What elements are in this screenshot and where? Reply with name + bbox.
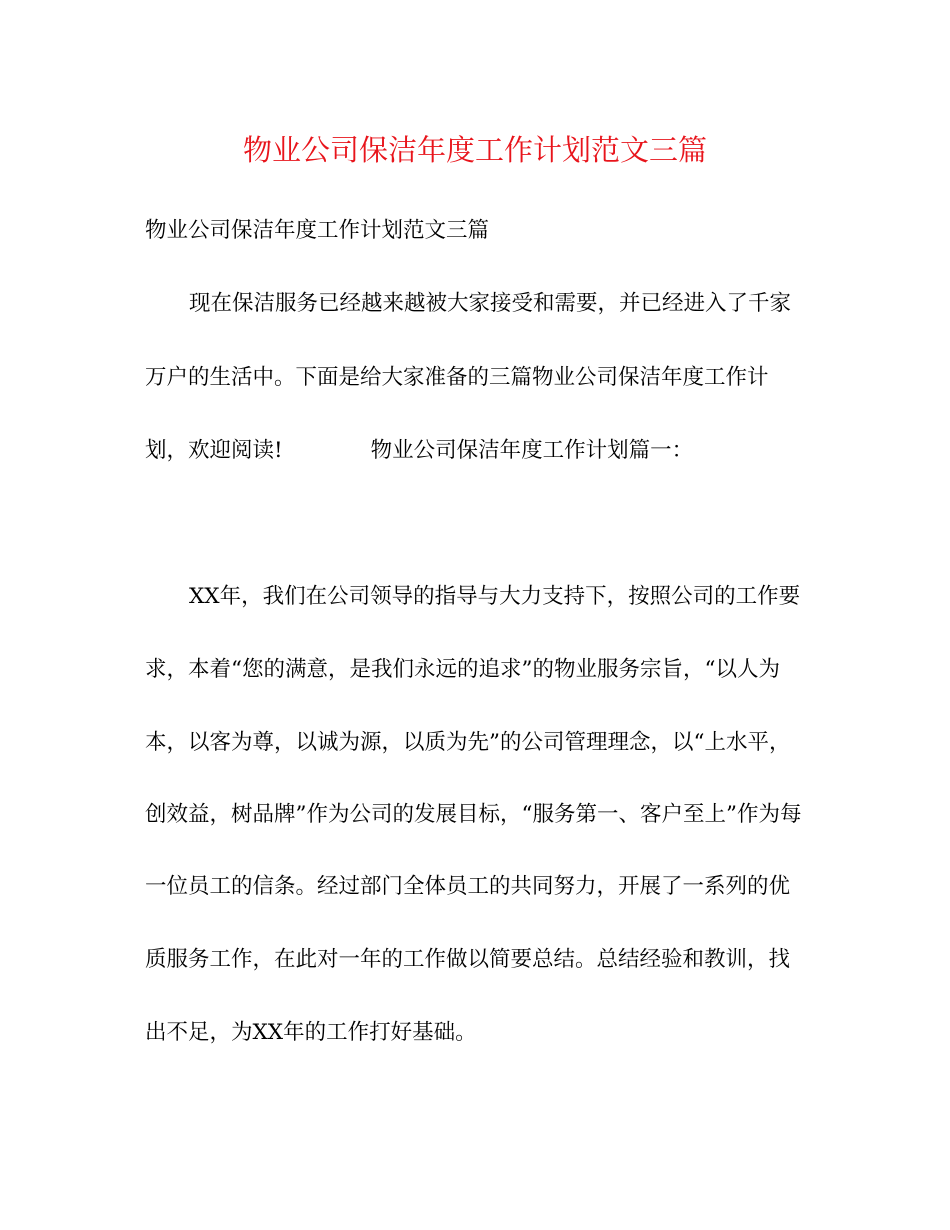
document-subtitle: 物业公司保洁年度工作计划范文三篇: [145, 218, 490, 243]
body-line-3: 本，以客为尊，以诚为源，以质为先”的公司管理理念，以“上水平，: [145, 730, 791, 755]
intro-line-2: 万户的生活中。下面是给大家准备的三篇物业公司保洁年度工作计: [145, 365, 769, 390]
intro-line-1: 现在保洁服务已经越来越被大家接受和需要，并已经进入了千家: [189, 291, 792, 316]
intro-line-3-row: [145, 436, 693, 466]
document-title: 物业公司保洁年度工作计划范文三篇: [242, 133, 707, 167]
body-line-5: 一位员工的信条。经过部门全体员工的共同努力，开展了一系列的优: [145, 874, 791, 899]
section-heading: 物业公司保洁年度工作计划篇一：: [370, 438, 694, 463]
body-line-7: 出不足，为XX年的工作打好基础。: [145, 1020, 477, 1045]
body-line-6: 质服务工作，在此对一年的工作做以简要总结。总结经验和教训，找: [145, 947, 791, 972]
body-line-4: 创效益，树品牌”作为公司的发展目标，“服务第一、客户至上”作为每: [145, 802, 802, 827]
body-line-2: 求，本着“您的满意，是我们永远的追求”的物业服务宗旨，“以人为: [145, 657, 780, 682]
body-line-1: XX年，我们在公司领导的指导与大力支持下，按照公司的工作要: [189, 584, 801, 609]
intro-line-3: 划，欢迎阅读!: [145, 438, 283, 463]
